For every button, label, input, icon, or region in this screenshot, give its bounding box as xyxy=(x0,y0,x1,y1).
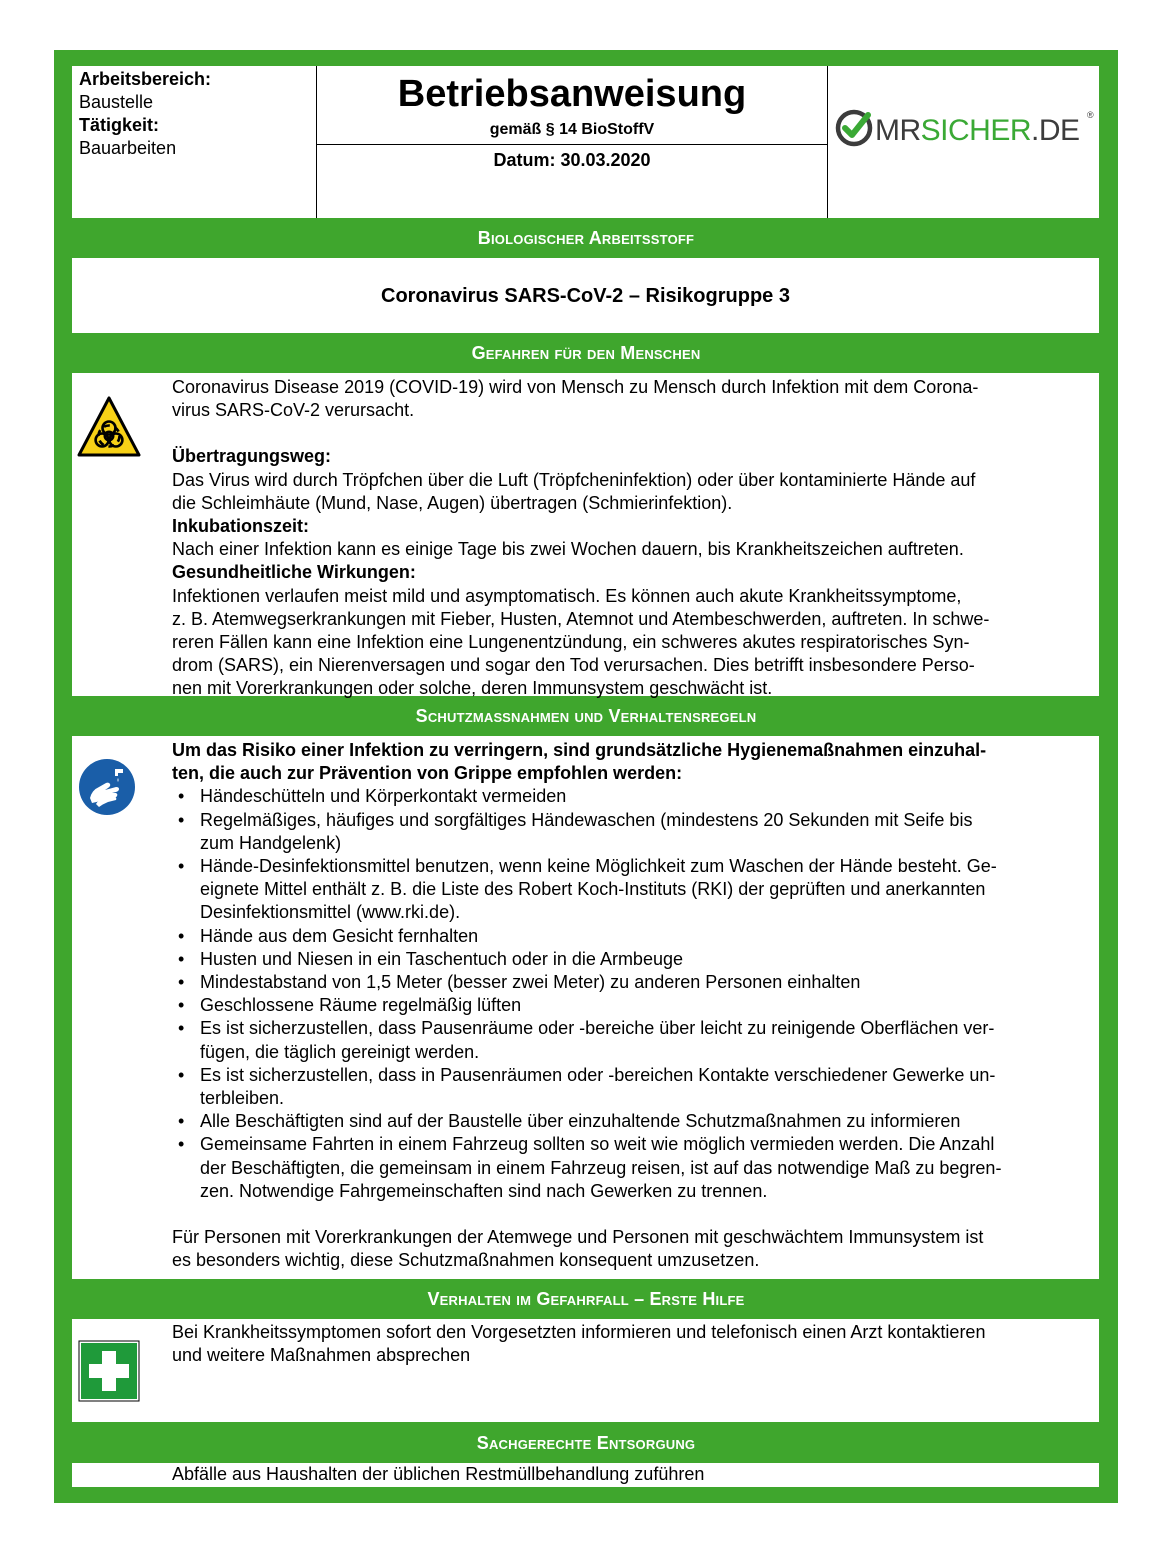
effects-label: Gesundheitliche Wirkungen: xyxy=(172,562,416,583)
measure-item-line: • Hände aus dem Gesicht fernhalten xyxy=(200,925,479,946)
document-date: Datum: 30.03.2020 xyxy=(493,150,651,170)
incubation-label: Inkubationszeit: xyxy=(172,516,310,537)
measure-item-line: • Alle Beschäftigten sind auf der Baustelle über einzuhaltende Schutzmaßnahmen zu informieren xyxy=(200,1111,961,1132)
disposal-text: Abfälle aus Haushalten der üblichen Restmüllbehandlung zuführen xyxy=(172,1464,705,1484)
measure-item-line: zum Handgelenk) xyxy=(200,832,342,853)
measure-item-line: terbleiben. xyxy=(200,1088,285,1109)
disposal-heading: Sachgerechte Entsorgung xyxy=(476,1433,696,1453)
measure-item-line: eignete Mittel enthält z. B. die Liste des Robert Koch-Instituts (RKI) der geprüften und anerkannten xyxy=(200,879,986,900)
agent-name: Coronavirus SARS-CoV-2 – Risikogruppe 3 xyxy=(381,285,790,307)
effects-line: Infektionen verlaufen meist mild und asymptomatisch. Es können auch akute Krankheitssymptome, xyxy=(172,585,962,606)
measure-item-line: • Hände-Desinfektionsmittel benutzen, wenn keine Möglichkeit zum Waschen der Hände besteht. Ge- xyxy=(200,856,997,877)
logo-cell xyxy=(827,66,1099,218)
measure-item xyxy=(172,1064,1087,1110)
measure-item xyxy=(172,1133,1087,1203)
measures-text xyxy=(172,739,1087,1272)
regulation-subtitle: gemäß § 14 BioStoffV xyxy=(489,121,655,138)
measures-intro-line: Um das Risiko einer Infektion zu verringern, sind grundsätzliche Hygienemaßnahmen einzuhal- xyxy=(172,740,987,760)
measure-item-line: der Beschäftigten, die gemeinsam in einem Fahrzeug reisen, ist auf das notwendige Maß zu begren- xyxy=(200,1157,1002,1178)
first-aid-icon xyxy=(78,1340,140,1402)
measure-item-line: • Es ist sicherzustellen, dass in Pausenräumen oder -bereichen Kontakte verschiedener Gewerke un- xyxy=(200,1064,996,1085)
work-area-value: Baustelle xyxy=(79,92,154,112)
hazards-intro-line: Coronavirus Disease 2019 (COVID-19) wird von Mensch zu Mensch durch Infektion mit dem Corona- xyxy=(172,377,979,397)
measure-item xyxy=(172,948,1087,971)
measures-closing-line: es besonders wichtig, diese Schutzmaßnahmen konsequent umzusetzen. xyxy=(172,1250,760,1271)
measure-item xyxy=(172,1110,1087,1133)
transmission-line: die Schleimhäute (Mund, Nase, Augen) übertragen (Schmierinfektion). xyxy=(172,492,733,513)
activity-label: Tätigkeit: xyxy=(79,115,160,135)
agent-heading: Biologischer Arbeitsstoff xyxy=(477,228,695,248)
emergency-heading: Verhalten im Gefahrfall – Erste Hilfe xyxy=(427,1289,745,1309)
activity-value: Bauarbeiten xyxy=(79,138,177,158)
measure-item xyxy=(172,809,1087,855)
measure-item xyxy=(172,925,1087,948)
hazards-intro-line: virus SARS-CoV-2 verursacht. xyxy=(172,400,415,421)
measure-item-line: zen. Notwendige Fahrgemeinschaften sind nach Gewerken zu trennen. xyxy=(200,1180,768,1201)
measure-item xyxy=(172,855,1087,925)
effects-line: nen mit Vorerkrankungen oder solche, deren Immunsystem geschwächt ist. xyxy=(172,678,773,699)
effects-line: drom (SARS), ein Nierenversagen und sogar den Tod verursachen. Dies betrifft insbesondere Perso- xyxy=(172,655,975,676)
measures-heading: Schutzmaßnahmen und Verhaltensregeln xyxy=(415,706,757,726)
emergency-line: Bei Krankheitssymptomen sofort den Vorgesetzten informieren und telefonisch einen Arzt kontaktieren xyxy=(172,1322,986,1342)
measure-item-line: • Gemeinsame Fahrten in einem Fahrzeug sollten so weit wie möglich vermieden werden. Die Anzahl xyxy=(200,1134,995,1155)
work-area-label: Arbeitsbereich: xyxy=(79,69,212,89)
title-cell xyxy=(317,66,828,218)
transmission-label: Übertragungsweg: xyxy=(172,446,332,467)
measures-closing-line: Für Personen mit Vorerkrankungen der Atemwege und Personen mit geschwächtem Immunsystem ist xyxy=(172,1227,984,1248)
measure-item xyxy=(172,971,1087,994)
effects-line: z. B. Atemwegserkrankungen mit Fieber, Husten, Atemnot und Atembeschwerden, auftreten. In schwe- xyxy=(172,608,990,629)
title-divider xyxy=(317,144,827,145)
hazards-text xyxy=(172,376,1087,701)
measure-item xyxy=(172,1017,1087,1063)
agent-panel xyxy=(72,258,1099,333)
measure-item xyxy=(172,994,1087,1017)
emergency-text xyxy=(172,1321,1087,1367)
effects-line: reren Fällen kann eine Infektion eine Lungenentzündung, ein schweres akutes respiratorisches Syn- xyxy=(172,632,970,653)
measure-item-line: • Regelmäßiges, häufiges und sorgfältiges Händewaschen (mindestens 20 Sekunden mit Seife bis xyxy=(200,809,973,830)
measure-item-line: • Geschlossene Räume regelmäßig lüften xyxy=(200,995,522,1016)
measure-item-line: fügen, die täglich gereinigt werden. xyxy=(200,1041,480,1062)
measure-item-line: • Es ist sicherzustellen, dass Pausenräume oder -bereiche über leicht zu reinigende Oberflächen ver- xyxy=(200,1018,995,1039)
measures-list xyxy=(172,785,1087,1203)
work-area-cell xyxy=(72,66,317,218)
measures-intro-line: ten, die auch zur Prävention von Grippe empfohlen werden: xyxy=(172,763,683,784)
measure-item-line: • Händeschütteln und Körperkontakt vermeiden xyxy=(200,786,567,807)
svg-text:®: ® xyxy=(1087,110,1094,120)
biohazard-icon xyxy=(77,395,141,459)
transmission-line: Das Virus wird durch Tröpfchen über die Luft (Tröpfcheninfektion) oder über kontaminierte Hände auf xyxy=(172,469,976,490)
emergency-line: und weitere Maßnahmen absprechen xyxy=(172,1345,471,1366)
measure-item xyxy=(172,785,1087,808)
mrsicher-logo xyxy=(835,106,1095,150)
measure-item-line: Desinfektionsmittel (www.rki.de). xyxy=(200,902,461,923)
measure-item-line: • Mindestabstand von 1,5 Meter (besser zwei Meter) zu anderen Personen einhalten xyxy=(200,972,861,993)
measure-item-line: • Husten und Niesen in ein Taschentuch oder in die Armbeuge xyxy=(200,948,683,969)
hazards-heading: Gefahren für den Menschen xyxy=(471,343,701,363)
page-title: Betriebsanweisung xyxy=(397,73,747,115)
incubation-line: Nach einer Infektion kann es einige Tage bis zwei Wochen dauern, bis Krankheitszeichen auftreten. xyxy=(172,539,964,560)
logo-check-icon xyxy=(845,115,868,135)
hand-washing-icon xyxy=(78,758,136,816)
document-header xyxy=(72,66,1099,218)
svg-text:MRSICHER.DE: MRSICHER.DE xyxy=(875,114,1080,147)
